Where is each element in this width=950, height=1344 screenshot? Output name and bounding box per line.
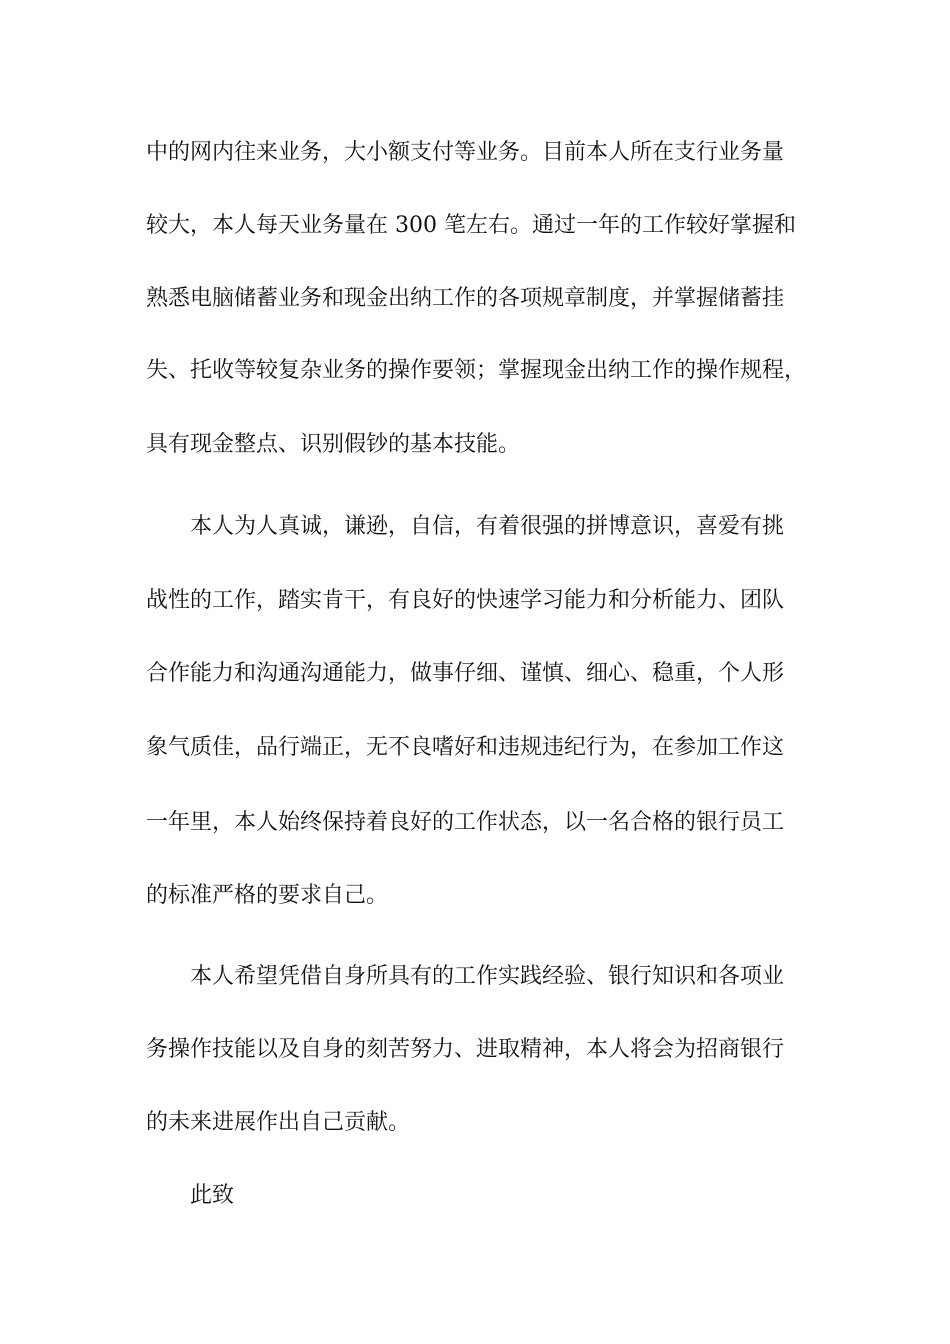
paragraph-1-line-1: 中的网内往来业务，大小额支付等业务。目前本人所在支行业务量 — [146, 140, 785, 165]
paragraph-1-line-3: 熟悉电脑储蓄业务和现金出纳工作的各项规章制度，并掌握储蓄挂 — [146, 286, 785, 311]
paragraph-3-line-2: 务操作技能以及自身的刻苦努力、进取精神，本人将会为招商银行 — [146, 1037, 785, 1062]
paragraph-2-line-1: 本人为人真诚，谦逊，自信，有着很强的拼博意识，喜爱有挑 — [190, 514, 785, 539]
paragraph-3-line-1: 本人希望凭借自身所具有的工作实践经验、银行知识和各项业 — [190, 964, 785, 989]
paragraph-2-line-6: 的标准严格的要求自己。 — [146, 883, 389, 908]
paragraph-1-line-2: 较大，本人每天业务量在 300 笔左右。通过一年的工作较好掌握和 — [146, 213, 796, 238]
paragraph-1-line-4: 失、托收等较复杂业务的操作要领；掌握现金出纳工作的操作规程， — [146, 358, 807, 383]
paragraph-2-line-5: 一年里，本人始终保持着良好的工作状态，以一名合格的银行员工 — [146, 810, 785, 835]
paragraph-2-line-2: 战性的工作，踏实肯干，有良好的快速学习能力和分析能力、团队 — [146, 588, 785, 613]
paragraph-2-line-3: 合作能力和沟通沟通能力，做事仔细、谨慎、细心、稳重，个人形 — [146, 661, 785, 686]
closing-salutation: 此致 — [190, 1183, 235, 1208]
paragraph-1-line-5: 具有现金整点、识别假钞的基本技能。 — [146, 432, 521, 457]
paragraph-2-line-4: 象气质佳，品行端正，无不良嗜好和违规违纪行为，在参加工作这 — [146, 735, 785, 760]
paragraph-3-line-3: 的未来进展作出自己贡献。 — [146, 1110, 411, 1135]
